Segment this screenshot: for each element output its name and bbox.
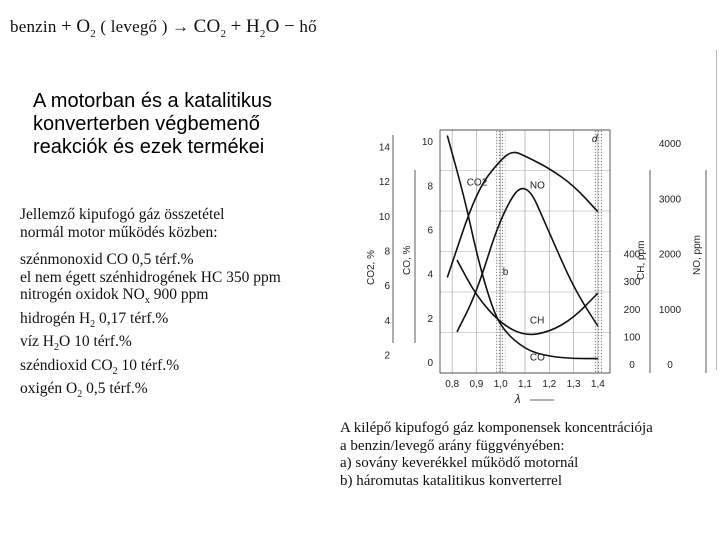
x-tick-label: 0,8 bbox=[445, 379, 460, 390]
label-ch: CH bbox=[529, 315, 545, 327]
composition-hc: el nem égett szénhidrogének HC 350 ppm bbox=[20, 268, 281, 286]
co2-tick-label: 6 bbox=[384, 281, 390, 293]
series-co2-line bbox=[447, 152, 598, 277]
composition-nox: nitrogén oxidok $NO_x$ 900 ppm bbox=[20, 286, 209, 307]
oxygen-formula: $O_2$ bbox=[76, 16, 96, 40]
x-tick-label: 1,1 bbox=[518, 379, 532, 390]
plus-sign-2: + bbox=[230, 16, 242, 37]
co2-axis-label: CO2, % bbox=[366, 249, 377, 285]
co2-tick-label: 12 bbox=[378, 177, 390, 189]
ch-tick-label: 300 bbox=[623, 277, 641, 289]
arrow-icon: → bbox=[172, 17, 190, 36]
reaction-equation bbox=[10, 16, 317, 40]
composition-h2: hidrogén $H_2$ 0,17 térf.% bbox=[20, 309, 169, 330]
caption-line-1: A kilépő kipufogó gáz komponensek koncentrációja bbox=[340, 420, 653, 436]
exhaust-composition bbox=[20, 206, 281, 404]
chart-caption bbox=[340, 420, 653, 490]
x-tick-label: 0,9 bbox=[469, 379, 484, 390]
title-line-1: A motorban és a katalitikus bbox=[33, 90, 273, 112]
air-label: ( levegő ) bbox=[100, 17, 168, 36]
co2-tick-label: 8 bbox=[384, 246, 390, 258]
label-d: d bbox=[591, 134, 598, 145]
no-tick-label: 4000 bbox=[658, 139, 682, 151]
minus-sign: − bbox=[284, 16, 295, 37]
label-b: b bbox=[502, 267, 509, 278]
co-tick-label: 8 bbox=[427, 181, 433, 193]
no-tick-label: 3000 bbox=[658, 194, 682, 206]
co2-tick-label: 14 bbox=[378, 142, 390, 154]
series-co-line bbox=[447, 136, 598, 359]
water-formula: $H_2O$ bbox=[246, 16, 280, 40]
series-ch-line bbox=[457, 260, 598, 334]
caption-line-4: b) háromutas katalitikus konverterrel bbox=[340, 472, 563, 489]
ch-tick-label: 0 bbox=[629, 360, 635, 371]
composition-heading-1: Jellemző kipufogó gáz összetétel bbox=[20, 206, 225, 223]
label-co: CO bbox=[529, 352, 545, 364]
x-axis-label: λ bbox=[514, 392, 521, 406]
concentration-chart bbox=[360, 115, 720, 415]
plus-sign: + bbox=[60, 16, 72, 37]
co-tick-label: 4 bbox=[427, 269, 433, 281]
frame-edge bbox=[716, 50, 717, 370]
fuel-label: benzin bbox=[10, 17, 57, 36]
no-axis-label: NO, ppm bbox=[692, 234, 703, 275]
ch-axis-label: CH, ppm bbox=[636, 240, 647, 280]
label-no: NO bbox=[529, 180, 545, 192]
composition-co: szénmonoxid CO 0,5 térf.% bbox=[20, 251, 194, 268]
heat-label: hő bbox=[299, 17, 317, 36]
co-axis-label: CO, % bbox=[402, 245, 413, 275]
caption-line-3: a) sovány keverékkel működő motornál bbox=[340, 455, 579, 471]
ch-tick-label: 400 bbox=[623, 249, 641, 261]
composition-heading-2: normál motor működés közben: bbox=[20, 223, 218, 241]
x-tick-label: 1,2 bbox=[542, 379, 557, 390]
co2-formula: $CO_2$ bbox=[193, 16, 227, 40]
no-tick-label: 1000 bbox=[658, 304, 682, 316]
title-line-3: reakciók és ezek termékei bbox=[33, 136, 265, 158]
slide-title bbox=[33, 90, 272, 159]
title-line-2: konverterben végbemenő bbox=[33, 113, 260, 135]
co2-tick-label: 2 bbox=[384, 350, 390, 362]
co2-tick-label: 10 bbox=[378, 211, 390, 223]
co-tick-label: 10 bbox=[421, 137, 433, 149]
composition-o2: oxigén $O_2$ 0,5 térf.% bbox=[20, 380, 148, 401]
ch-tick-label: 100 bbox=[623, 332, 641, 344]
x-tick-label: 1,3 bbox=[566, 379, 581, 390]
x-tick-label: 1,4 bbox=[590, 379, 605, 390]
composition-h2o: víz $H_2O$ 10 térf.% bbox=[20, 333, 132, 354]
x-tick-label: 1,0 bbox=[493, 379, 508, 390]
co-tick-label: 6 bbox=[427, 225, 433, 237]
caption-line-2: a benzin/levegő arány függvényében: bbox=[340, 437, 565, 454]
co2-tick-label: 4 bbox=[384, 315, 390, 327]
co-tick-label: 0 bbox=[427, 358, 433, 369]
label-co2: CO2 bbox=[466, 177, 488, 189]
ch-tick-label: 200 bbox=[623, 304, 641, 316]
no-tick-label: 2000 bbox=[658, 249, 682, 261]
co-tick-label: 2 bbox=[427, 313, 433, 325]
no-tick-label: 0 bbox=[667, 360, 673, 371]
composition-co2: széndioxid $CO_2$ 10 térf.% bbox=[20, 356, 180, 377]
